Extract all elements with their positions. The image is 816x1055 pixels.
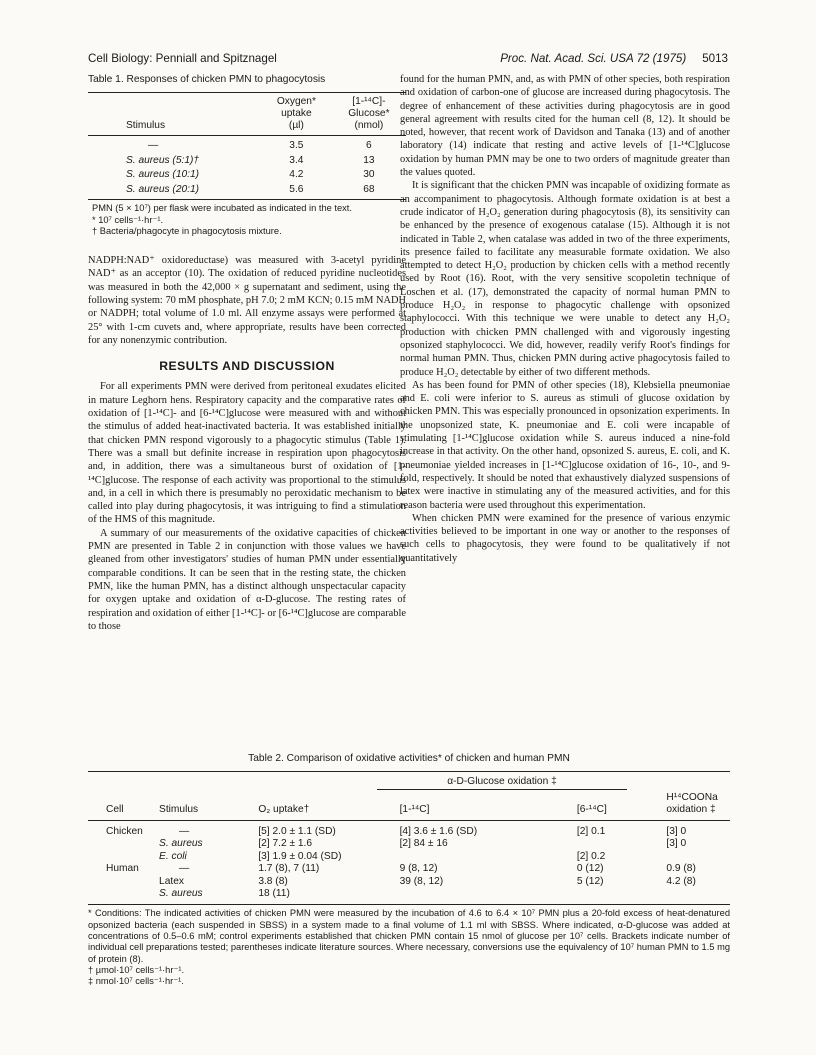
table1-header-glucose-l1: [1-¹⁴C]- (352, 96, 386, 108)
table2-header-stimulus: Stimulus (153, 790, 212, 821)
table1-footnote: PMN (5 × 10⁷) per flask were incubated as indicated in the text. (92, 203, 352, 214)
table1-cell-stimulus: S. aureus (20:1) (88, 183, 261, 200)
table2-footnote-ddagger: ‡ nmol·10⁷ cells⁻¹·hr⁻¹. (88, 976, 184, 987)
table2-cell-c1 (360, 888, 557, 905)
table2-cell-formate: 4.2 (8) (666, 875, 696, 887)
paragraph-results-2: A summary of our measurements of the oxidative capacities of chicken PMN are presented in Table 2 in conjunction with those values we have gleaned from other investigators' studies of human PMN under essentially comparable conditions. It can be seen that in the resting state, the chicken PMN, like the human PMN, has a distinct although unspectacular capacity for oxygen uptake and oxidation of α-D-glucose. The resting rates of respiration and oxidation of either [1-¹⁴C]- or [6-¹⁴C]glucose are comparable to those (88, 527, 406, 632)
paragraph-results-1: For all experiments PMN were derived from peritoneal exudates elicited in mature Leghorn hens. Respiratory capacity and the comparative rates of oxidation of [1-¹⁴C]- and [6-¹⁴C]glucose were measured with and without the stimulus of added heat-inactivated bacteria. It was established initially that chicken PMN respond vigorously to a phagocytic stimulus (Table 1). There was a small but definite increase in respiration upon phagocytosis and, in addition, there was a simultaneous burst of oxidation of [1-¹⁴C]glucose. The response of each activity was proportional to the stimulus and, in a cell in which there is presumably no peroxidatic mechanism to be called into play during phagocytosis, it was intriguing to find a stimulation of the HMS of this magnitude. (88, 381, 406, 526)
table2-cell-cell (88, 851, 153, 863)
table2-footnote-dagger: † µmol·10⁷ cells⁻¹·hr⁻¹. (88, 964, 185, 975)
table1 (88, 92, 406, 200)
table1-header-oxygen-l3: (µl) (288, 120, 304, 132)
table2-cell-c1: 9 (8, 12) (399, 863, 438, 875)
table2-header-formate-l1: H¹⁴COONa (666, 792, 718, 803)
table1-cell-glucose: 6 (366, 140, 372, 152)
table2-cell-o2: [3] 1.9 ± 0.04 (SD) (258, 850, 342, 862)
paragraph-formate: It is significant that the chicken PMN was incapable of oxidizing formate as an accompaniment to phagocytosis. Although formate oxidation is at best a crude indicator of H₂O₂ generation during phagocytosis (8), its sensitivity can be enhanced by the presence of exogenous catalase (15). Although it is not indicated in Table 2, when catalase was added in two of the three experiments, its presence failed to facilitate any measurable formate oxidation. We also attempted to detect H₂O₂ production by chicken cells with a method recently used by Root (16). Root, with the very sensitive scopoletin technique of Loschen et al. (17), demonstrated the capacity of normal human PMN to produce H₂O₂ in response to phagocytic challenge with opsonized staphylococci. With this technique we were unable to detect any H₂O₂ production with chicken PMN challenged with and vigorously ingesting opsonized staphylococci. We did, however, readily verify Root's findings for normal human PMN. Thus, chicken PMN during active phagocytosis failed to produce H₂O₂ detectable by either of two different methods. (400, 180, 730, 378)
table2-cell-c6: [2] 0.2 (576, 850, 606, 862)
table2-block (88, 753, 730, 988)
table-row (88, 851, 730, 863)
table2-header-c6: [6-¹⁴C] (557, 790, 644, 821)
table1-cell-stimulus: S. aureus (10:1) (126, 169, 200, 181)
table2-cell-c1: [4] 3.6 ± 1.6 (SD) (399, 826, 478, 837)
table-row (88, 168, 406, 183)
table2-cell-c6: [2] 0.1 (576, 826, 606, 837)
table-row (88, 876, 730, 888)
table1-cell-oxygen: 4.2 (289, 169, 304, 181)
table2-cell-cell (88, 838, 153, 850)
table2-cell-stimulus: — (179, 826, 190, 837)
table1-header-oxygen-l2: uptake (281, 108, 312, 120)
table2-header-c1: [1-¹⁴C] (360, 790, 557, 821)
table-row (88, 888, 730, 905)
paragraph-continued: found for the human PMN, and, as with PMN of other species, both respiration and oxidation of carbon-one of glucose are increased during phagocytosis. The degree of enhancement of these activities during phagocytosis are in good general agreement with results cited for the human cell (8, 12). It should be noted, however, that recent work of Davidson and Tanaka (13) and of another laboratory (14) indicate that resting and active levels of [1-¹⁴C]glucose oxidation by human PMN may be one to two orders of magnitude greater than the values quoted. (400, 74, 730, 179)
table2-cell-o2: 18 (11) (212, 888, 359, 905)
table-row (88, 136, 406, 154)
table-row (88, 838, 730, 850)
table1-cell-stimulus: — (148, 140, 159, 152)
table1-cell-glucose: 68 (332, 183, 406, 200)
table2-cell-stimulus: Latex (159, 875, 184, 887)
table-row (88, 863, 730, 875)
table2-cell-c1: [2] 84 ± 16 (399, 838, 448, 850)
running-header-right (500, 52, 728, 65)
table2-cell-cell (88, 876, 153, 888)
table2-header-formate (644, 790, 730, 821)
table2-cell-formate (644, 851, 730, 863)
running-header-left: Cell Biology: Penniall and Spitznagel (88, 52, 277, 65)
table2-header-cell: Cell (88, 790, 153, 821)
table2-cell-c1: 39 (8, 12) (399, 875, 444, 887)
table2-footnote-conditions: * Conditions: The indicated activities of chicken PMN were measured by the incubation of 4.6 to 6.4 × 10⁷ PMN plus a 20-fold excess of heat-denatured opsonized bacteria (each suspended in SBSS) in a system made to a final volume of 1.1 ml with SBSS. Where indicated, α-D-glucose was added at concentrations of 0.5–0.6 mM; control experiments established that chicken PMN contain 15 nmol of glucose per 10⁷ cells. Brackets indicate number of individual cell preparations tested; parentheses indicate literature sources. Where necessary, conversions use the equivalency of 10⁷ human PMN to 1.5 mg of protein (8). (88, 908, 730, 964)
table2 (88, 771, 730, 905)
table1-header-glucose-l3: (nmol) (354, 120, 384, 132)
table2-header-formate-l2: oxidation ‡ (666, 804, 716, 815)
table2-cell-c6 (557, 838, 644, 850)
table2-cell-c6: 5 (12) (576, 875, 604, 887)
table1-header-glucose (332, 93, 406, 136)
table2-header-o2: O₂ uptake† (212, 790, 359, 821)
table-row (88, 821, 730, 839)
table2-group-header: α-D-Glucose oxidation ‡ (360, 772, 645, 791)
table2-cell-o2: [5] 2.0 ± 1.1 (SD) (258, 826, 336, 837)
table1-footnotes (88, 203, 406, 238)
table-row (88, 154, 406, 169)
table1-footnote: * 10⁷ cells⁻¹·hr⁻¹. (92, 214, 164, 225)
paragraph-species: As has been found for PMN of other species (18), Klebsiella pneumoniae and E. coli were inferior to S. aureus as stimuli of glucose oxidation by chicken PMN. This was especially pronounced in opsonization experiments. In the unopsonized state, K. pneumoniae and E. coli were incapable of stimulating [1-¹⁴C]glucose oxidation while S. aureus induced a nine-fold increase in that activity. On the other hand, opsonized S. aureus, E. coli, and K. pneumoniae yielded increases in [1-¹⁴C]glucose oxidation of 16-, 10-, and 9-fold, respectively. It should be noted that exhaustively dialyzed suspensions of latex were inactive in stimulating any of the measured activities, and for this reason bacteria were used throughout this experimentation. (400, 379, 730, 511)
table1-caption: Table 1. Responses of chicken PMN to phagocytosis (88, 74, 326, 85)
table1-cell-oxygen: 3.4 (289, 154, 304, 166)
table2-caption: Table 2. Comparison of oxidative activities* of chicken and human PMN (248, 753, 570, 764)
left-column (88, 73, 406, 633)
table1-header-oxygen-l1: Oxygen* (276, 96, 316, 108)
page-number: 5013 (702, 52, 728, 65)
table2-cell-cell: Chicken (106, 826, 143, 837)
table2-cell-formate: [3] 0 (666, 838, 687, 850)
table2-cell-o2: [2] 7.2 ± 1.6 (258, 838, 313, 850)
paragraph-methods: NADPH:NAD⁺ oxidoreductase) was measured with 3-acetyl pyridine NAD⁺ as an acceptor (10). The oxidation of reduced pyridine nucleotides was measured in both the 42,000 × g supernatant and sediment, using the following system: 70 mM phosphate, pH 7.0; 2 mM KCN; 0.15 mM NADH or NADPH; total volume of 1.0 ml. All enzyme assays were performed at 25° with 1-cm cuvets and, where appropriate, results have been corrected for any nonenzymic contribution. (88, 255, 406, 346)
table2-cell-formate: [3] 0 (666, 826, 687, 837)
table2-cell-o2: 3.8 (8) (258, 875, 288, 887)
table1-cell-oxygen: 3.5 (289, 140, 304, 152)
table2-cell-stimulus: — (179, 863, 190, 875)
table1-footnote: † Bacteria/phagocyte in phagocytosis mixture. (92, 226, 282, 237)
table2-cell-c6 (557, 888, 644, 905)
table1-cell-stimulus: S. aureus (5:1)† (126, 154, 200, 166)
table2-cell-cell: Human (106, 863, 139, 875)
table2-cell-c1 (360, 851, 557, 863)
paragraph-enzymes: When chicken PMN were examined for the presence of various enzymic activities believed to be important in one way or another to the responses of such cells to phagocytosis, they were found to be qualitatively if not quantitatively (400, 512, 730, 564)
table2-footnotes (88, 908, 730, 987)
table1-header-glucose-l2: Glucose* (348, 108, 390, 120)
table2-cell-formate (644, 888, 730, 905)
table2-cell-formate: 0.9 (8) (666, 863, 696, 875)
table2-cell-stimulus: S. aureus (159, 838, 203, 850)
table2-cell-stimulus: S. aureus (153, 888, 212, 905)
table1-cell-glucose: 30 (363, 169, 375, 181)
table2-cell-stimulus: E. coli (159, 850, 187, 862)
table1-cell-oxygen: 5.6 (261, 183, 332, 200)
table-row (88, 183, 406, 200)
right-column (400, 73, 730, 565)
journal-citation: Proc. Nat. Acad. Sci. USA 72 (1975) (500, 52, 687, 65)
section-heading-results: RESULTS AND DISCUSSION (159, 359, 335, 374)
table2-cell-c6: 0 (12) (576, 863, 604, 875)
table2-cell-cell (88, 888, 153, 905)
table1-header-oxygen (261, 93, 332, 136)
table1-cell-glucose: 13 (363, 154, 375, 166)
table2-cell-o2: 1.7 (8), 7 (11) (258, 863, 320, 875)
table1-header-stimulus: Stimulus (88, 93, 261, 136)
